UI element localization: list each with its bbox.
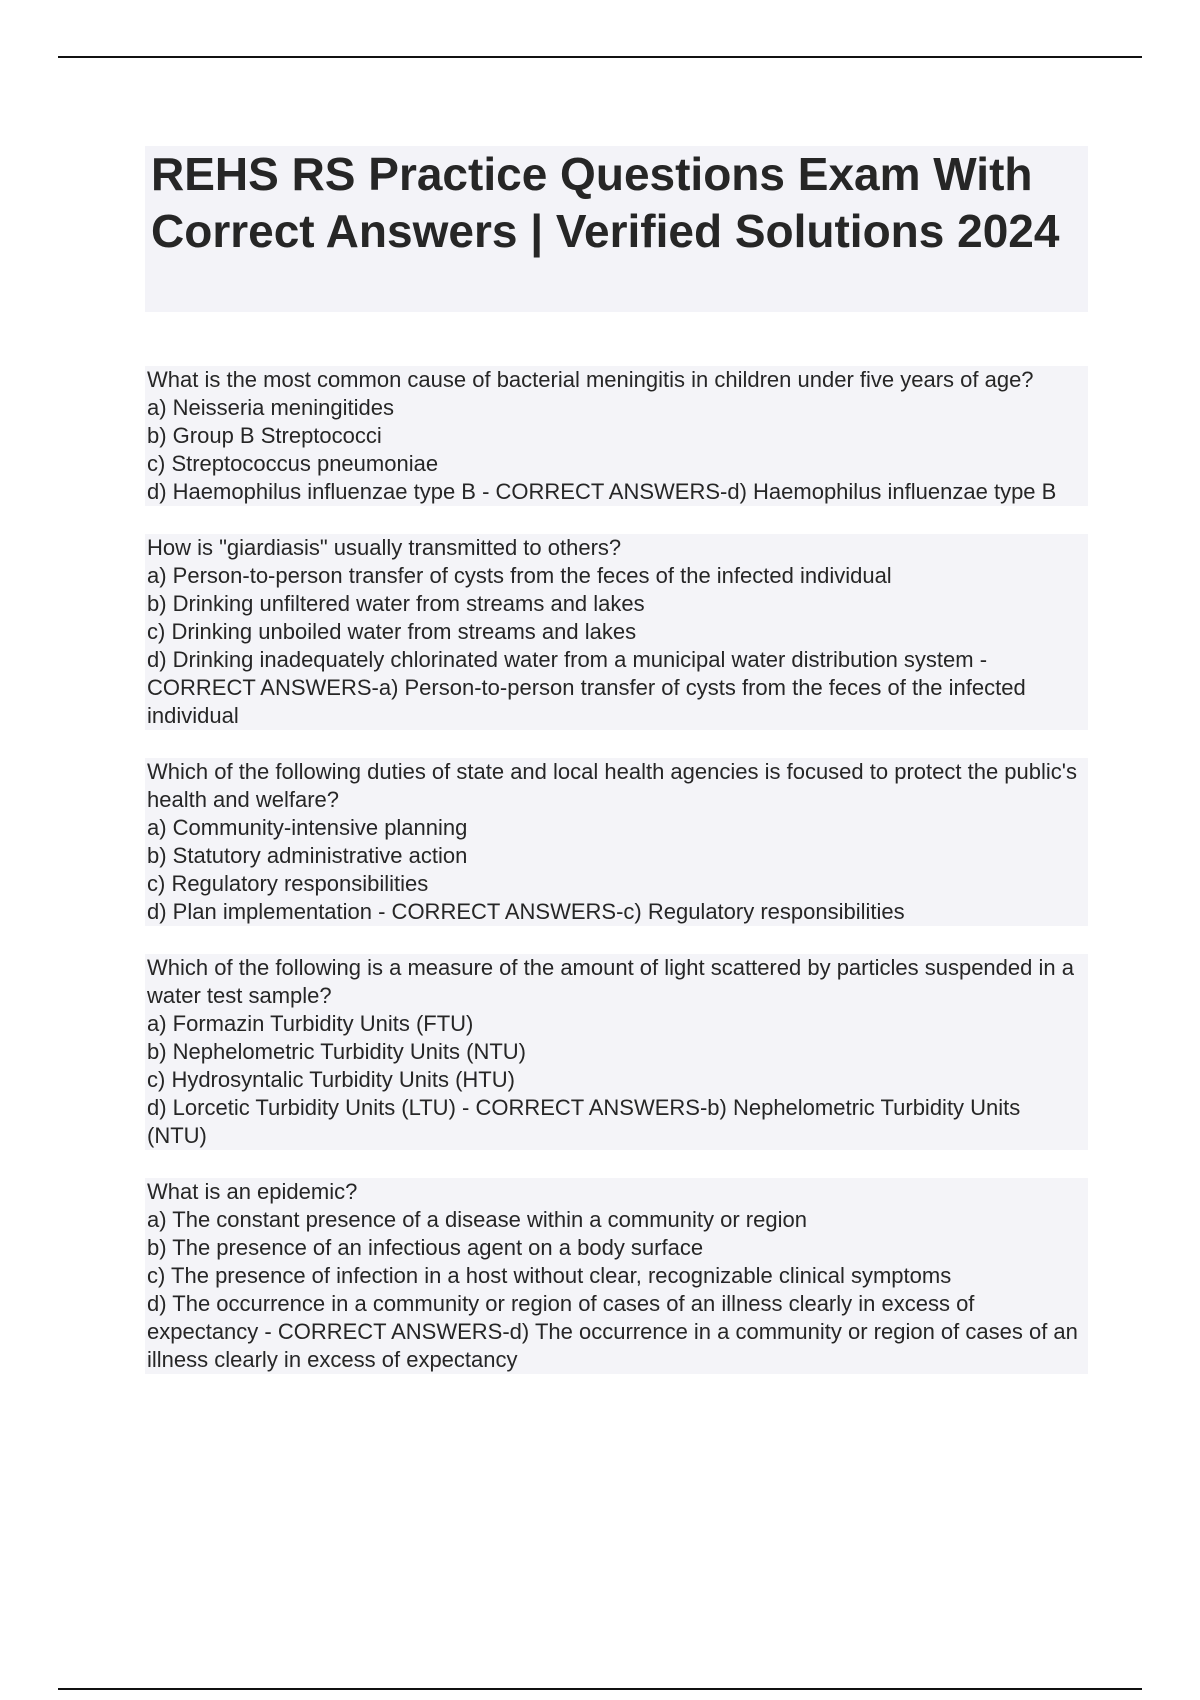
- question-text: What is the most common cause of bacterial meningitis in children under five years of age?: [145, 366, 1088, 394]
- questions-list: [145, 366, 1088, 1402]
- answer-option: c) Drinking unboiled water from streams and lakes: [145, 618, 1088, 646]
- question-block: [145, 534, 1088, 730]
- answer-option: a) The constant presence of a disease within a community or region: [145, 1206, 1088, 1234]
- question-text: Which of the following is a measure of the amount of light scattered by particles suspended in a water test sample?: [145, 954, 1088, 1010]
- bottom-rule: [58, 1688, 1142, 1690]
- answer-option: d) The occurrence in a community or region of cases of an illness clearly in excess of expectancy - CORRECT ANSWERS-d) The occurrence in a community or region of cases of an illness clearly in excess of expectancy: [145, 1290, 1088, 1374]
- question-block: [145, 758, 1088, 926]
- answer-option: c) Hydrosyntalic Turbidity Units (HTU): [145, 1066, 1088, 1094]
- answer-option: b) Statutory administrative action: [145, 842, 1088, 870]
- answer-option: d) Haemophilus influenzae type B - CORRECT ANSWERS-d) Haemophilus influenzae type B: [145, 478, 1088, 506]
- answer-option: a) Person-to-person transfer of cysts from the feces of the infected individual: [145, 562, 1088, 590]
- answer-option: c) The presence of infection in a host without clear, recognizable clinical symptoms: [145, 1262, 1088, 1290]
- document-title: REHS RS Practice Questions Exam With Correct Answers | Verified Solutions 2024: [151, 148, 1060, 257]
- answer-option: d) Lorcetic Turbidity Units (LTU) - CORRECT ANSWERS-b) Nephelometric Turbidity Units (NTU): [145, 1094, 1088, 1150]
- answer-option: d) Plan implementation - CORRECT ANSWERS-c) Regulatory responsibilities: [145, 898, 1088, 926]
- answer-option: b) Group B Streptococci: [145, 422, 1088, 450]
- question-text: What is an epidemic?: [145, 1178, 1088, 1206]
- answer-option: c) Streptococcus pneumoniae: [145, 450, 1088, 478]
- answer-option: c) Regulatory responsibilities: [145, 870, 1088, 898]
- answer-option: b) The presence of an infectious agent on a body surface: [145, 1234, 1088, 1262]
- question-block: [145, 1178, 1088, 1374]
- title-block: [145, 146, 1088, 312]
- question-block: [145, 954, 1088, 1150]
- answer-option: a) Formazin Turbidity Units (FTU): [145, 1010, 1088, 1038]
- answer-option: a) Community-intensive planning: [145, 814, 1088, 842]
- top-rule: [58, 56, 1142, 58]
- question-block: [145, 366, 1088, 506]
- answer-option: b) Nephelometric Turbidity Units (NTU): [145, 1038, 1088, 1066]
- question-text: How is "giardiasis" usually transmitted to others?: [145, 534, 1088, 562]
- answer-option: a) Neisseria meningitides: [145, 394, 1088, 422]
- answer-option: b) Drinking unfiltered water from streams and lakes: [145, 590, 1088, 618]
- question-text: Which of the following duties of state and local health agencies is focused to protect the public's health and welfare?: [145, 758, 1088, 814]
- answer-option: d) Drinking inadequately chlorinated water from a municipal water distribution system - CORRECT ANSWERS-a) Person-to-person transfer of cysts from the feces of the infected individual: [145, 646, 1088, 730]
